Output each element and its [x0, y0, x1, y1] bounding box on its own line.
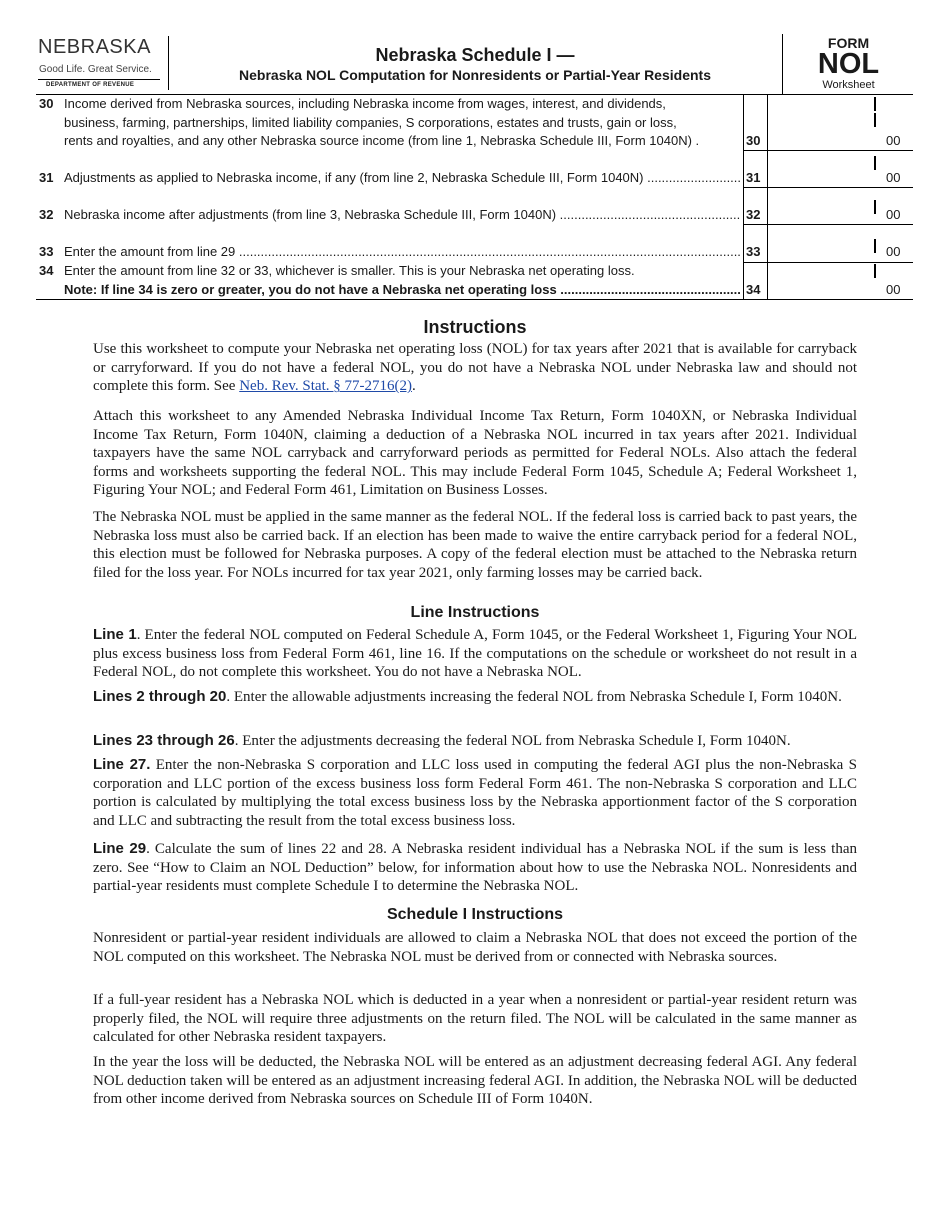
form-title: Nebraska Schedule I —: [375, 45, 575, 65]
form-header: [36, 30, 913, 94]
logo-brand: NEBRASKA: [38, 36, 151, 58]
line-number: 34: [39, 263, 54, 278]
lines-23-26-text: . Enter the adjustments decreasing the federal NOL from Nebraska Schedule I, Form 1040N.: [234, 733, 791, 749]
line-29-instruction: [93, 840, 857, 896]
lines-23-26-label: Lines 23 through 26: [93, 732, 235, 749]
row-separator: [743, 262, 913, 263]
cents-placeholder: 00: [886, 170, 901, 185]
line-ref: 32: [746, 207, 761, 222]
line-number-column-divider: [743, 95, 744, 299]
logo-rule: [38, 79, 160, 80]
schedule-i-paragraph-2: If a full-year resident has a Nebraska NOL which is deducted in a year when a nonresident or partial-year resident return was properly filed, the NOL will require three adjustments on the return filed. The NOL will be calculated in the same manner as calculated for other Nebraska resident taxpayers.: [93, 992, 857, 1046]
schedule-i-heading: Schedule I Instructions: [386, 906, 564, 923]
line-34-text: Enter the amount from line 32 or 33, whichever is smaller. This is your Nebraska net operating loss.: [64, 263, 635, 278]
line-ref: 30: [746, 133, 761, 148]
amount-column-divider: [767, 95, 768, 299]
line-1-label: Line 1: [93, 626, 137, 643]
worksheet-lines: [36, 94, 913, 300]
line-30-text-1: Income derived from Nebraska sources, including Nebraska income from wages, interest, and dividends,: [64, 96, 666, 111]
instructions-heading: Instructions: [423, 317, 527, 337]
dollar-cent-divider: [874, 97, 876, 111]
line-ref: 34: [746, 281, 761, 297]
cents-placeholder: 00: [886, 133, 901, 148]
line-32-text: Nebraska income after adjustments (from line 3, Nebraska Schedule III, Form 1040N) .....: [64, 206, 741, 225]
dollar-cent-divider: [874, 239, 876, 253]
instructions-paragraph-2: Attach this worksheet to any Amended Nebraska Individual Income Tax Return, Form 1040XN, or Nebraska Individual Income Tax Return, Form 1040N, claiming a deduction of a Nebraska NOL incurred in tax years after 2021. Individual taxpayers have the same NOL carryback and carryforward periods as permitted for Federal NOLs. Also attach the federal forms and worksheets supporting the federal NOL. This may include Federal Form 1045, Schedule A; Federal Worksheet 1, Figuring Your NOL; and Federal Form 461, Limitation on Business Losses.: [93, 408, 857, 499]
title-block: [168, 44, 782, 84]
logo-tagline: Good Life. Great Service.: [39, 64, 152, 75]
schedule-i-paragraph-1: Nonresident or partial-year resident individuals are allowed to claim a Nebraska NOL that does not exceed the portion of the NOL computed on this worksheet. The Nebraska NOL must be derived from or connected with Nebraska sources.: [93, 930, 857, 965]
line-instructions-heading: Line Instructions: [410, 604, 540, 621]
cents-placeholder: 00: [886, 207, 901, 222]
line-ref: 31: [746, 170, 761, 185]
nebraska-dor-logo: [36, 36, 169, 90]
dollar-cent-divider: [874, 264, 876, 278]
cents-placeholder: 00: [886, 281, 901, 297]
line-29-label: Line 29: [93, 840, 147, 857]
line-27-label: Line 27.: [93, 756, 151, 773]
lines-2-20-text: . Enter the allowable adjustments increasing the federal NOL from Nebraska Schedule I, Form 1040N.: [226, 689, 842, 705]
dollar-cent-divider: [874, 113, 876, 127]
instructions-paragraph-1: [93, 340, 857, 396]
line-30-text-3: rents and royalties, and any other Nebraska source income (from line 1, Nebraska Schedule III, Form 1040N) .: [64, 133, 700, 148]
dollar-cent-divider: [874, 156, 876, 170]
form-label: FORM: [827, 35, 870, 51]
schedule-i-paragraph-3: In the year the loss will be deducted, the Nebraska NOL will be entered as an adjustment decreasing federal AGI. Any federal NOL deduction taken will be entered as an adjustment increasing federal AGI. In addition, the Nebraska NOL will be deducted from other income derived from Nebraska sources on Schedule III of Form 1040N.: [93, 1054, 857, 1108]
lines-2-20-label: Lines 2 through 20: [93, 688, 227, 705]
instructions-paragraph-3: The Nebraska NOL must be applied in the same manner as the federal NOL. If the federal loss is carried back to past years, the Nebraska loss must also be carried back. If an election has been made to waive the entire carryback period for a federal NOL, this election must be followed for Nebraska purposes. A copy of the federal election must be attached to the Nebraska return filed for the loss year. For NOLs incurred for tax year 2021, only farming losses may be carried back.: [93, 509, 857, 581]
dollar-cent-divider: [874, 200, 876, 214]
form-code: NOL: [817, 48, 880, 80]
statute-link[interactable]: Neb. Rev. Stat. § 77-2716(2): [239, 378, 412, 395]
line-27-text: Enter the non-Nebraska S corporation and LLC loss used in computing the federal AGI plus the non-Nebraska S corporation and LLC portion of the excess business loss form Federal Form 461. The non-Nebraska S corporation and LLC portion is calculated by multiplying the total excess business loss by the Nebraska apportionment factor of the S corporation and LLC and subtracting the result from the total excess business loss.: [93, 757, 858, 829]
line-33-text: Enter the amount from line 29 .....: [64, 243, 741, 262]
lines-23-26-instruction: [93, 732, 857, 751]
line-31-text: Adjustments as applied to Nebraska income, if any (from line 2, Nebraska Schedule III, Form 1040N) .....: [64, 169, 741, 188]
logo-department: DEPARTMENT OF REVENUE: [46, 82, 135, 88]
line-30-text-2: business, farming, partnerships, limited liability companies, S corporations, estates and trusts, gain or loss,: [64, 114, 677, 130]
line-number: 31: [39, 170, 54, 185]
form-subtitle: Nebraska NOL Computation for Nonresidents or Partial-Year Residents: [239, 67, 711, 83]
line-number: 30: [39, 96, 54, 111]
form-type: Worksheet: [822, 79, 875, 91]
line-1-instruction: [93, 626, 857, 682]
lines-2-20-instruction: [93, 688, 857, 707]
form-id-block: [782, 34, 914, 94]
instructions-p1-end: .: [411, 378, 416, 395]
line-ref: 33: [746, 244, 761, 259]
cents-placeholder: 00: [886, 244, 901, 259]
line-34-note: Note: If line 34 is zero or greater, you do not have a Nebraska net operating loss .....: [64, 281, 741, 300]
instructions-p1-text: Use this worksheet to compute your Nebraska net operating loss (NOL) for tax years after 2021 that is available for carryback or carryforward. If you do not have a federal NOL, you do not have a Nebraska NOL under Nebraska law and should not complete this form. See: [93, 341, 857, 395]
line-27-instruction: [93, 756, 857, 830]
line-1-text: . Enter the federal NOL computed on Federal Schedule A, Form 1045, or the Federal Worksheet 1, Figuring Your NOL plus excess business loss from Federal Form 461, line 16. If the computations on the schedule or worksheet do not result in a Federal NOL, do not complete this worksheet. You do not have a Nebraska NOL.: [93, 627, 857, 681]
line-number: 33: [39, 244, 54, 259]
line-number: 32: [39, 207, 54, 222]
line-29-text: . Calculate the sum of lines 22 and 28. A Nebraska resident individual has a Nebraska NOL if the sum is less than zero. See “How to Claim an NOL Deduction” below, for information about how to use the Nebraska NOL. Nonresidents and partial-year residents must complete Schedule I to determine the Nebraska NOL.: [93, 841, 858, 895]
